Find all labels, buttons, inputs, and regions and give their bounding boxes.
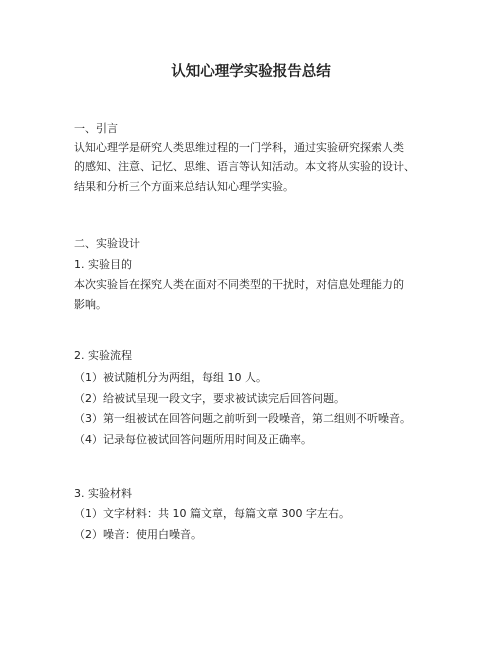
paragraph-line: 结果和分析三个方面来总结认知心理学实验。: [74, 180, 294, 193]
paragraph-line: 本次实验旨在探究人类在面对不同类型的干扰时，对信息处理能力的: [74, 278, 404, 291]
paragraph-line: 影响。: [74, 298, 107, 311]
procedure-step: （3）第一组被试在回答问题之前听到一段噪音，第二组则不听噪音。: [74, 412, 411, 425]
section-heading-experiment-design: 二、实验设计: [74, 237, 140, 250]
subheading-experiment-procedure: 2. 实验流程: [74, 349, 132, 362]
material-item: （1）文字材料：共 10 篇文章，每篇文章 300 字左右。: [74, 507, 350, 520]
procedure-step: （1）被试随机分为两组，每组 10 人。: [74, 371, 267, 384]
paragraph-line: 认知心理学是研究人类思维过程的一门学科，通过实验研究探索人类: [74, 141, 404, 154]
material-item: （2）噪音：使用白噪音。: [74, 528, 202, 541]
procedure-step: （4）记录每位被试回答问题所用时间及正确率。: [74, 433, 312, 446]
subheading-experiment-purpose: 1. 实验目的: [74, 258, 132, 271]
section-heading-introduction: 一、引言: [74, 122, 118, 135]
document-title: 认知心理学实验报告总结: [171, 64, 331, 80]
subheading-experiment-materials: 3. 实验材料: [74, 487, 132, 500]
paragraph-line: 的感知、注意、记忆、思维、语言等认知活动。本文将从实验的设计、: [74, 160, 415, 173]
procedure-step: （2）给被试呈现一段文字，要求被试读完后回答问题。: [74, 392, 345, 405]
